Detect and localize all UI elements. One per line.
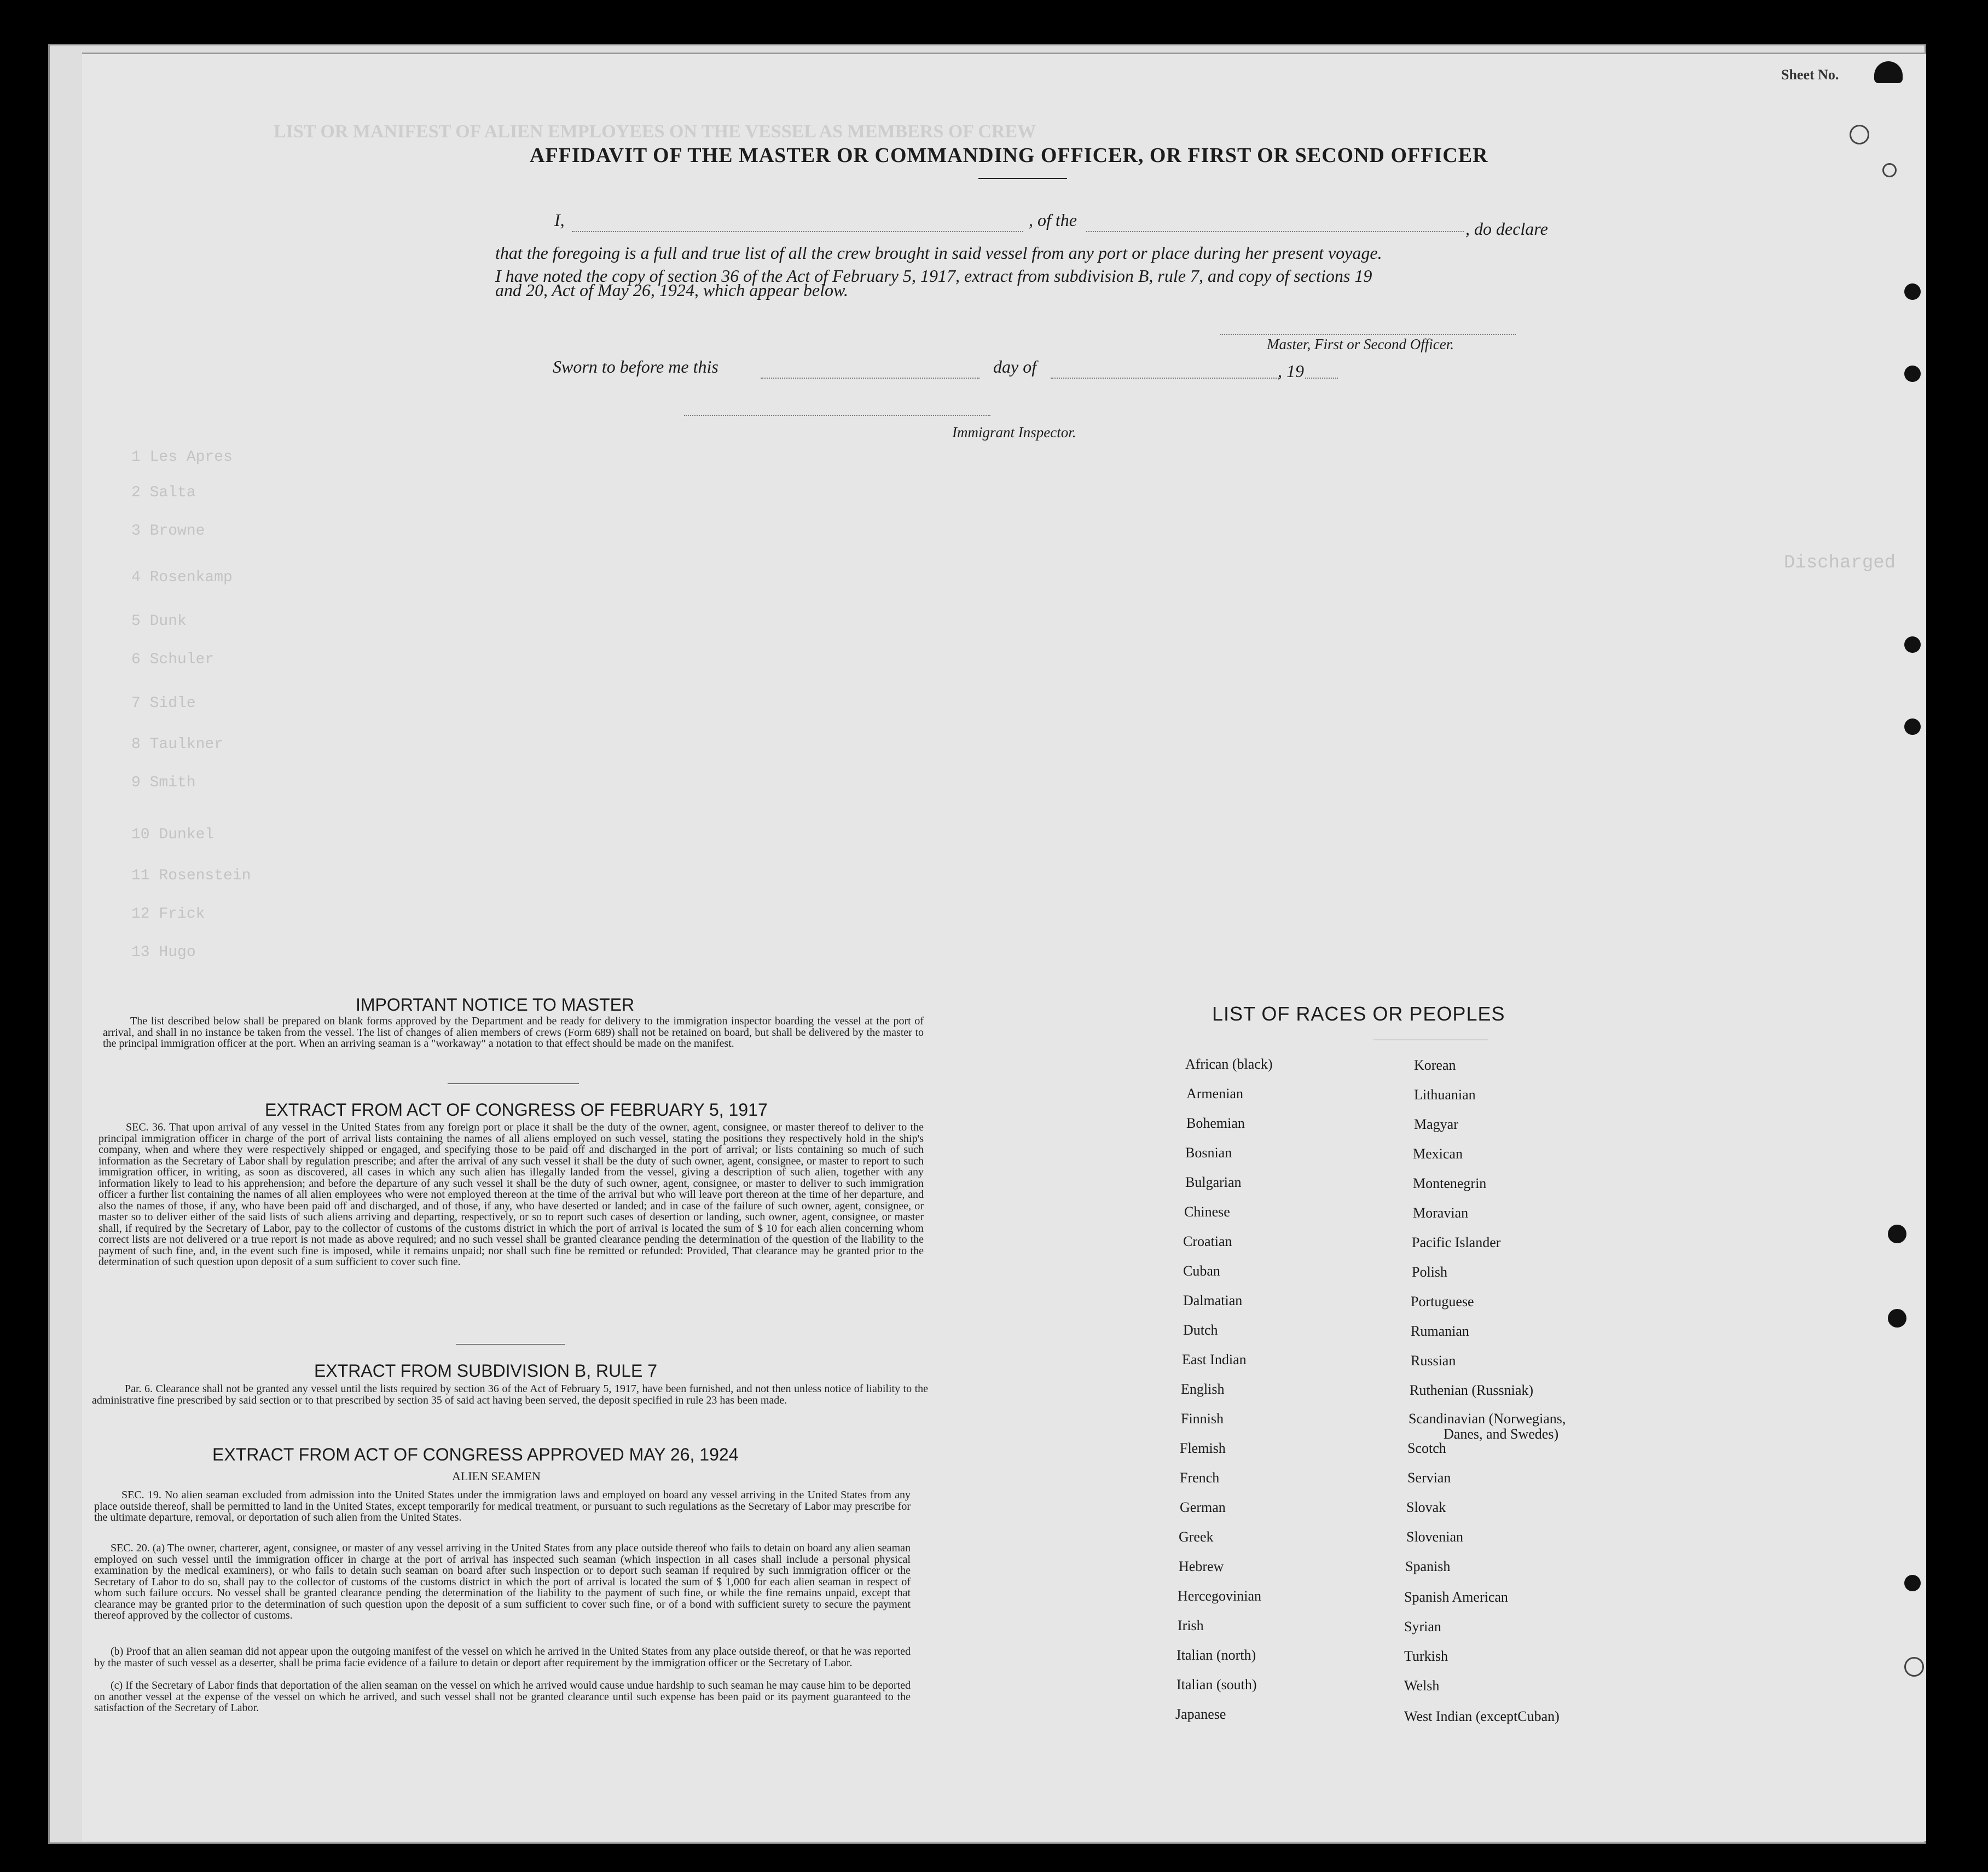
sec-20c-text: (c) If the Secretary of Labor finds that deportation of the alien seaman on the vessel on which he arrived would cause undue hardship to such seaman he may cause him to be deported on another vessel at the expense of the vessel on which he arrived, and such vessel shall not be granted clearance until such expense has been paid or its payment guaranteed to the satisfaction of the Secretary of Labor. <box>94 1679 911 1714</box>
punch-hole <box>1904 1575 1921 1591</box>
race-item: Hercegovinian <box>1178 1588 1262 1604</box>
race-item: Welsh <box>1404 1678 1440 1694</box>
race-item: Hebrew <box>1179 1558 1224 1574</box>
punch-hole <box>1904 366 1921 382</box>
affidavit-line-3: I have noted the copy of section 36 of the Act of February 5, 1917, extract from subdivision B, rule 7, and copy of sections 19 <box>495 266 1372 286</box>
race-item: Scotch <box>1407 1440 1446 1456</box>
punch-hole <box>1882 163 1897 177</box>
master-signature-blank[interactable] <box>1220 334 1516 335</box>
notice-text: The list described below shall be prepared on blank forms approved by the Department and be ready for delivery to the immigration inspector boarding the vessel at the port of arrival, and shall in no instance be taken from the vessel. The list of changes of alien members of crews (Form 689) shall not be retained on board, but shall be delivered by the master to the principal immigration officer at the port. When an arriving seaman is a "workaway" a notation to that effect should be made on the manifest. <box>103 1015 924 1050</box>
race-item: Armenian <box>1186 1086 1243 1102</box>
race-item: Cuban <box>1183 1263 1220 1279</box>
race-item: Finnish <box>1181 1411 1224 1427</box>
race-item: Danes, and Swedes) <box>1444 1426 1559 1442</box>
show-through-row: 8 Taulkner <box>131 736 224 753</box>
day-blank[interactable] <box>761 378 979 379</box>
punch-hole <box>1904 283 1921 300</box>
race-item: Chinese <box>1184 1204 1230 1220</box>
show-through-side-word: Discharged <box>1784 553 1896 573</box>
sec-20b-text: (b) Proof that an alien seaman did not appear upon the outgoing manifest of the vessel on which he arrived in the United States from any place outside thereof, or that he was reported by the master of such vessel as a deserter, shall be prima facie evidence of a failure to detain or deport after requirement by the immigration officer or the Secretary of Labor. <box>94 1645 911 1669</box>
show-through-row: 2 Salta <box>131 484 196 501</box>
affidavit-title: AFFIDAVIT OF THE MASTER OR COMMANDING OFFICER, OR FIRST OR SECOND OFFICER <box>530 144 1488 167</box>
show-through-row: 1 Les Apres <box>131 449 233 466</box>
race-item: Magyar <box>1414 1116 1458 1132</box>
subdivision-text: Par. 6. Clearance shall not be granted any vessel until the lists required by section 36 of the Act of February 5, 1917, have been furnished, and not then unless notice of liability to the administrative fine prescribed by said section or to that prescribed by section 35 of said act having been served, the deposit specified in rule 23 has been made. <box>92 1383 928 1406</box>
race-item: Rumanian <box>1411 1323 1469 1339</box>
race-item: Montenegrin <box>1413 1175 1487 1191</box>
master-signature-label: Master, First or Second Officer. <box>1267 336 1454 352</box>
extract-1917-text: SEC. 36. That upon arrival of any vessel in the United States from any foreign port or place it shall be the duty of the owner, agent, consignee, or master thereof to deliver to the principal immigration officer in charge of the port of arrival lists containing the names of all aliens employed on such vessel, stating the positions they respectively hold in the ship's company, when and where they were respectively shipped or engaged, and specifying those to be paid off and discharged in the port of arrival; or lists containing so much of such information as the Secretary of Labor shall by regulation prescribe; and after the arrival of any such vessel it shall be the duty of such owner, agent, consignee, or master to report to such immigration officer, in writing, as soon as discovered, all cases in which any such alien has illegally landed from the vessel, giving a description of such alien, together with any information likely to lead to his apprehension; and before the departure of any such vessel it shall be the duty of such owner, agent, consignee, or master to deliver to such immigration officer a further list containing the names of all alien employees who were not employed thereon at the time of the arrival but who will leave port thereon at the time of her departure, and also the names of those, if any, who have been paid off and discharged, and of those, if any, who have deserted or landed; and in case of the failure of such owner, agent, consignee, or master so to deliver either of the said lists of such aliens arriving and departing, respectively, or so to report such cases of desertion or landing, such owner, agent, consignee, or master shall, if required by the Secretary of Labor, pay to the collector of customs of the customs district in which the port of arrival is located the sum of $ 10 for each alien concerning whom correct lists are not delivered or a true report is not made as above required; and no such vessel shall be granted clearance pending the determination of the question of the liability to the payment of such fine, and, in the event such fine is imposed, while it remains unpaid; nor shall such fine be remitted or refunded: Provided, That clearance may be granted prior to the determination of such question upon deposit of a sum sufficient to cover such fine. <box>98 1121 924 1268</box>
year-label: , 19 <box>1278 361 1304 381</box>
sec-20a-text: SEC. 20. (a) The owner, charterer, agent, consignee, or master of any vessel arriving in the United States from any place outside thereof who fails to detain on board any alien seaman employed on such vessel until the immigration officer in charge at the port of arrival has inspected such seaman (which inspection in all cases shall include a personal physical examination by the medical examiners), or who fails to detain such seaman on board after such inspection or to deport such seaman if required by such immigration officer or the Secretary of Labor to do so, shall pay to the collector of customs of the customs district in which the port of arrival is located the sum of $ 1,000 for each alien seaman in respect of whom such failure occurs. No vessel shall be granted clearance pending the determination of the liability to the payment of such fine, or while the fine remains unpaid, except that clearance may be granted prior to the determination of such question upon the deposit of a sum sufficient to cover such fine, or of a bond with sufficient surety to secure the payment thereof approved by the collector of customs. <box>94 1542 911 1621</box>
name-blank[interactable] <box>572 231 1023 232</box>
vessel-blank[interactable] <box>1086 231 1464 232</box>
punch-hole <box>1904 1657 1924 1677</box>
race-item: Turkish <box>1404 1648 1448 1664</box>
race-item: Japanese <box>1175 1706 1226 1722</box>
race-item: German <box>1180 1499 1226 1515</box>
show-through-row: 11 Rosenstein <box>131 867 251 884</box>
show-through-row: 5 Dunk <box>131 613 187 630</box>
race-item: East Indian <box>1182 1352 1247 1367</box>
race-item: French <box>1180 1470 1220 1486</box>
race-item: Ruthenian (Russniak) <box>1410 1382 1534 1398</box>
race-item: Scandinavian (Norwegians, <box>1409 1411 1566 1427</box>
sec-19-text: SEC. 19. No alien seaman excluded from admission into the United States under the immigration laws and employed on board any vessel arriving in the United States from any place outside thereof, shall be permitted to land in the United States, except temporarily for medical treatment, or pursuant to such regulations as the Secretary of Labor may prescribe for the ultimate departure, removal, or deportation of such alien from the United States. <box>94 1489 911 1523</box>
race-item: Pacific Islander <box>1412 1235 1501 1250</box>
month-blank[interactable] <box>1051 378 1280 379</box>
show-through-row: 3 Browne <box>131 523 205 540</box>
race-item: Servian <box>1407 1470 1451 1486</box>
race-item: Dutch <box>1183 1322 1218 1338</box>
race-item: Moravian <box>1413 1205 1469 1221</box>
subdivision-title: EXTRACT FROM SUBDIVISION B, RULE 7 <box>314 1361 658 1381</box>
punch-hole <box>1904 718 1921 735</box>
race-item: Slovenian <box>1406 1529 1463 1545</box>
race-item: Russian <box>1411 1353 1456 1369</box>
race-item: English <box>1181 1381 1225 1397</box>
affidavit-do-declare: , do declare <box>1465 219 1548 239</box>
race-item: Syrian <box>1404 1619 1441 1635</box>
race-item: Portuguese <box>1411 1294 1474 1309</box>
day-of-label: day of <box>993 357 1037 376</box>
race-item: Bohemian <box>1186 1115 1245 1131</box>
affidavit-line-2: that the foregoing is a full and true list of all the crew brought in said vessel from any port or place during her present voyage. <box>495 243 1382 263</box>
show-through-row: 13 Hugo <box>131 944 196 961</box>
show-through-header: LIST OR MANIFEST OF ALIEN EMPLOYEES ON THE VESSEL AS MEMBERS OF CREW <box>274 121 1036 142</box>
races-title: LIST OF RACES OR PEOPLES <box>1212 1002 1505 1025</box>
show-through-row: 7 Sidle <box>131 695 196 712</box>
race-item: West Indian (exceptCuban) <box>1404 1708 1560 1724</box>
notice-title: IMPORTANT NOTICE TO MASTER <box>356 995 635 1015</box>
race-item: Irish <box>1178 1618 1204 1633</box>
race-item: Spanish American <box>1404 1589 1508 1605</box>
affidavit-of-the: , of the <box>1029 210 1077 230</box>
race-item: Polish <box>1412 1264 1448 1280</box>
race-item: Lithuanian <box>1414 1087 1476 1103</box>
show-through-row: 6 Schuler <box>131 651 215 668</box>
race-item: Mexican <box>1413 1146 1463 1162</box>
show-through-row: 10 Dunkel <box>131 826 215 843</box>
race-item: African (black) <box>1185 1056 1273 1072</box>
punch-hole <box>1904 636 1921 653</box>
affidavit-line-4: and 20, Act of May 26, 1924, which appear below. <box>495 280 848 300</box>
extract-1924-subtitle: ALIEN SEAMEN <box>452 1469 541 1483</box>
notice-divider <box>448 1083 579 1084</box>
race-item: Croatian <box>1183 1233 1232 1249</box>
show-through-row: 9 Smith <box>131 774 196 791</box>
inspector-signature-blank[interactable] <box>684 415 990 416</box>
race-item: Italian (south) <box>1176 1677 1257 1693</box>
race-item: Bulgarian <box>1185 1174 1242 1190</box>
race-item: Spanish <box>1405 1558 1451 1574</box>
year-blank[interactable] <box>1305 378 1338 379</box>
inspector-label: Immigrant Inspector. <box>952 424 1076 441</box>
race-item: Dalmatian <box>1183 1293 1243 1308</box>
show-through-row: 4 Rosenkamp <box>131 569 233 586</box>
extract-1924-title: EXTRACT FROM ACT OF CONGRESS APPROVED MAY 26, 1924 <box>212 1445 739 1464</box>
sworn-label: Sworn to before me this <box>553 357 718 376</box>
race-item: Slovak <box>1406 1499 1446 1515</box>
punch-hole <box>1850 125 1869 144</box>
show-through-row: 12 Frick <box>131 906 205 923</box>
punch-hole <box>1888 1225 1906 1243</box>
race-item: Flemish <box>1180 1440 1226 1456</box>
race-item: Greek <box>1179 1529 1214 1545</box>
punch-hole <box>1888 1309 1906 1328</box>
extract-1917-title: EXTRACT FROM ACT OF CONGRESS OF FEBRUARY 5, 1917 <box>265 1100 768 1120</box>
race-item: Korean <box>1414 1057 1456 1073</box>
affidavit-i-label: I, <box>554 210 565 230</box>
title-divider <box>978 178 1067 179</box>
sheet-number-label: Sheet No. <box>1781 67 1839 83</box>
race-item: Italian (north) <box>1176 1647 1256 1663</box>
race-item: Bosnian <box>1185 1145 1232 1161</box>
